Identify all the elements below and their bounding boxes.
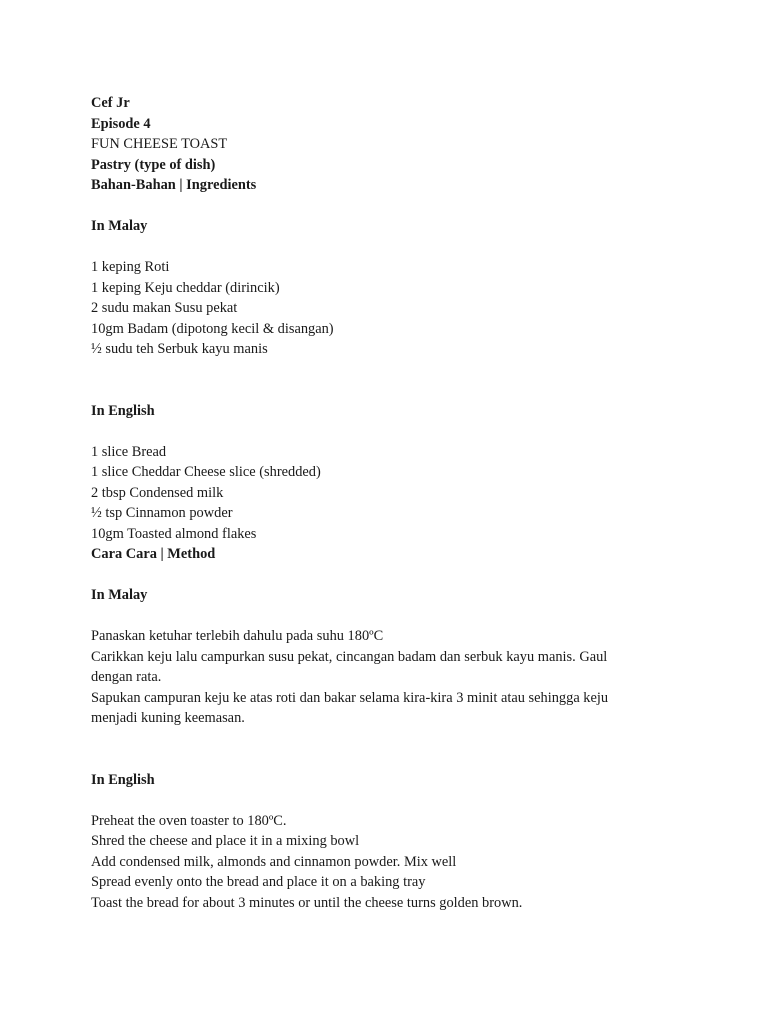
ingredients-english-section: [91, 401, 651, 565]
ingredients-english-list: [91, 442, 651, 545]
ingredients-malay-section: [91, 216, 651, 360]
method-malay-steps: [91, 626, 651, 729]
list-item: Spread evenly onto the bread and place it on a baking tray: [91, 874, 426, 890]
list-item: Carikkan keju lalu campurkan susu pekat, cincangan badam dan serbuk kayu manis. Gaul dengan rata.: [91, 648, 608, 685]
recipe-title: FUN CHEESE TOAST: [91, 136, 228, 152]
list-item: 2 sudu makan Susu pekat: [91, 300, 238, 316]
list-item: 10gm Badam (dipotong kecil & disangan): [91, 320, 334, 337]
list-item: 1 slice Bread: [91, 443, 167, 460]
list-item: 10gm Toasted almond flakes: [91, 525, 257, 542]
list-item: Preheat the oven toaster to 180ºC.: [91, 812, 287, 829]
list-item: Panaskan ketuhar terlebih dahulu pada suhu 180ºC: [91, 628, 384, 644]
recipe-header: [91, 93, 651, 196]
list-item: Toast the bread for about 3 minutes or until the cheese turns golden brown.: [91, 894, 523, 911]
method-malay-heading: In Malay: [91, 587, 148, 603]
ingredients-malay-heading: In Malay: [91, 218, 148, 234]
method-english-steps: [91, 811, 651, 914]
dish-type: Pastry (type of dish): [91, 156, 216, 173]
method-malay-section: [91, 585, 651, 729]
method-heading: Cara Cara | Method: [91, 546, 216, 562]
recipe-content: [91, 93, 651, 913]
method-english-section: [91, 770, 651, 914]
episode-label: Episode 4: [91, 115, 151, 132]
list-item: ½ sudu teh Serbuk kayu manis: [91, 341, 268, 357]
list-item: 1 slice Cheddar Cheese slice (shredded): [91, 464, 321, 480]
ingredients-english-heading: In English: [91, 402, 155, 419]
list-item: 2 tbsp Condensed milk: [91, 484, 224, 501]
list-item: ½ tsp Cinnamon powder: [91, 505, 233, 521]
show-name: Cef Jr: [91, 95, 130, 111]
ingredients-malay-list: [91, 257, 651, 360]
method-english-heading: In English: [91, 771, 155, 788]
ingredients-heading: Bahan-Bahan | Ingredients: [91, 177, 257, 193]
list-item: Add condensed milk, almonds and cinnamon powder. Mix well: [91, 853, 457, 870]
list-item: 1 keping Roti: [91, 259, 170, 275]
list-item: Shred the cheese and place it in a mixing bowl: [91, 833, 360, 849]
list-item: 1 keping Keju cheddar (dirincik): [91, 279, 280, 296]
list-item: Sapukan campuran keju ke atas roti dan bakar selama kira-kira 3 minit atau sehingga keju menjadi kuning keemasan.: [91, 689, 609, 726]
